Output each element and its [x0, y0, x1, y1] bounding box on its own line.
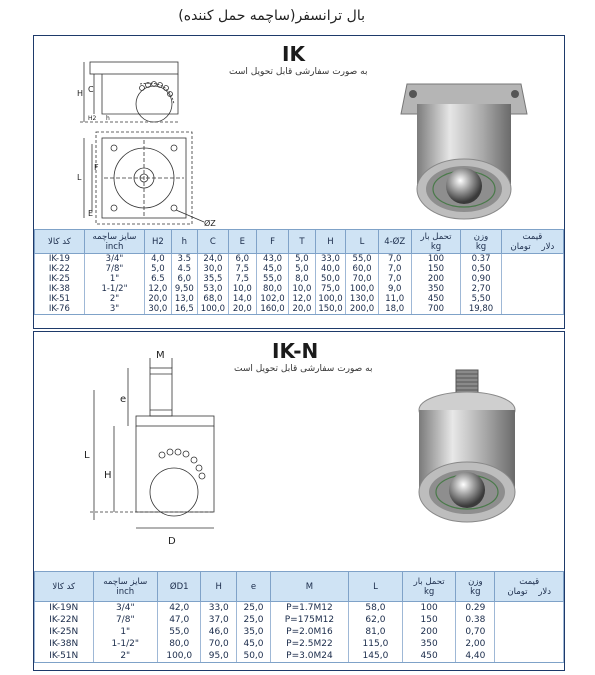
ikn-col-size: سایز ساچمه inch — [93, 572, 158, 602]
ikn-dim-l: L — [84, 450, 90, 461]
table-row: IK-51 2" 20,0 13,0 68,0 14,0 102,0 12,0 100,0 130,0 11,0 450 5,50 — [35, 294, 564, 304]
ikn-dim-m: M — [156, 350, 165, 361]
ikn-col-m: M — [270, 572, 348, 602]
table-row: IK-76 3" 30,0 16,5 100,0 20,0 160,0 20,0 150,0 200,0 18,0 700 19,80 — [35, 304, 564, 315]
ikn-col-load: تحمل بار kg — [402, 572, 455, 602]
table-row: IK-38 1-1/2" 12,0 9,50 53,0 10,0 80,0 10,0 75,0 100,0 9,0 350 2,70 — [35, 284, 564, 294]
ikn-note: به صورت سفارشی قابل تحویل است — [234, 364, 373, 374]
ik-col-weight: وزن kg — [461, 230, 502, 254]
ik-col-price: قیمت دلار تومان — [501, 230, 563, 254]
ik-col-f: F — [256, 230, 288, 254]
ik-technical-drawing — [44, 44, 224, 230]
ik-col-bigh: H — [315, 230, 346, 254]
ikn-title: IK-N — [272, 339, 319, 363]
ik-title: IK — [282, 42, 305, 66]
ikn-col-code: کد کالا — [35, 572, 94, 602]
ikn-panel — [33, 331, 565, 671]
table-row: IK-19N 3/4" 42,0 33,0 25,0 P=1.7M12 58,0 100 0.29 — [35, 602, 564, 615]
ik-col-l: L — [346, 230, 378, 254]
table-row: IK-38N 1-1/2" 80,0 70,0 45,0 P=2.5M22 115,0 350 2,00 — [35, 638, 564, 650]
ikn-col-d1: ØD1 — [158, 572, 201, 602]
ik-col-z: 4-ØZ — [378, 230, 411, 254]
table-row: IK-51N 2" 100,0 95,0 50,0 P=3.0M24 145,0 450 4,40 — [35, 650, 564, 663]
ik-panel — [33, 35, 565, 329]
table-row: IK-19 3/4" 4,0 3.5 24,0 6,0 43,0 5,0 33,0 55,0 7,0 100 0.37 — [35, 254, 564, 265]
table-row: IK-25N 1" 55,0 46,0 35,0 P=2.0M16 81,0 200 0,70 — [35, 626, 564, 638]
ik-dim-h2: H2 — [88, 115, 97, 122]
table-row: IK-25 1" 6.5 6,0 35,5 7,5 55,0 8,0 50,0 70,0 7,0 200 0,90 — [35, 274, 564, 284]
ikn-technical-drawing — [54, 350, 234, 560]
ikn-dim-h: H — [104, 470, 112, 481]
ik-dim-e: E — [88, 209, 94, 218]
ikn-product-photo — [402, 366, 532, 528]
ikn-dim-e: e — [120, 394, 127, 405]
ikn-col-l: L — [348, 572, 402, 602]
ik-col-h2: H2 — [145, 230, 171, 254]
ik-col-h: h — [171, 230, 197, 254]
ik-dim-c: C — [88, 85, 94, 94]
ik-col-e: E — [228, 230, 256, 254]
ik-dim-f: F — [94, 163, 99, 172]
ik-note: به صورت سفارشی قابل تحویل است — [229, 67, 368, 77]
ikn-spec-table — [34, 571, 564, 663]
table-row: IK-22 7/8" 5,0 4.5 30,0 7,5 45,0 5,0 40,0 60,0 7,0 150 0,50 — [35, 264, 564, 274]
ik-col-t: T — [289, 230, 315, 254]
ik-spec-table — [34, 229, 564, 315]
ik-product-photo — [399, 74, 529, 224]
ik-dim-small-h: h — [106, 115, 110, 122]
ikn-col-e: e — [237, 572, 271, 602]
page-title: بال ترانسفر(ساچمه حمل کننده) — [178, 8, 365, 24]
ik-col-size: سایز ساچمه inch — [84, 230, 144, 254]
ikn-col-h: H — [201, 572, 237, 602]
ikn-col-weight: وزن kg — [456, 572, 495, 602]
ik-dim-l: L — [77, 173, 82, 182]
ik-col-code: کد کالا — [35, 230, 85, 254]
ik-col-load: تحمل بار kg — [411, 230, 461, 254]
ik-col-c: C — [198, 230, 229, 254]
ik-dim-z: ØZ — [204, 219, 216, 228]
table-row: IK-22N 7/8" 47,0 37,0 25,0 P=175M12 62,0 150 0.38 — [35, 614, 564, 626]
ik-dim-h: H — [77, 89, 84, 98]
ikn-col-price: قیمت دلار تومان — [495, 572, 564, 602]
ikn-dim-d: D — [168, 536, 176, 547]
